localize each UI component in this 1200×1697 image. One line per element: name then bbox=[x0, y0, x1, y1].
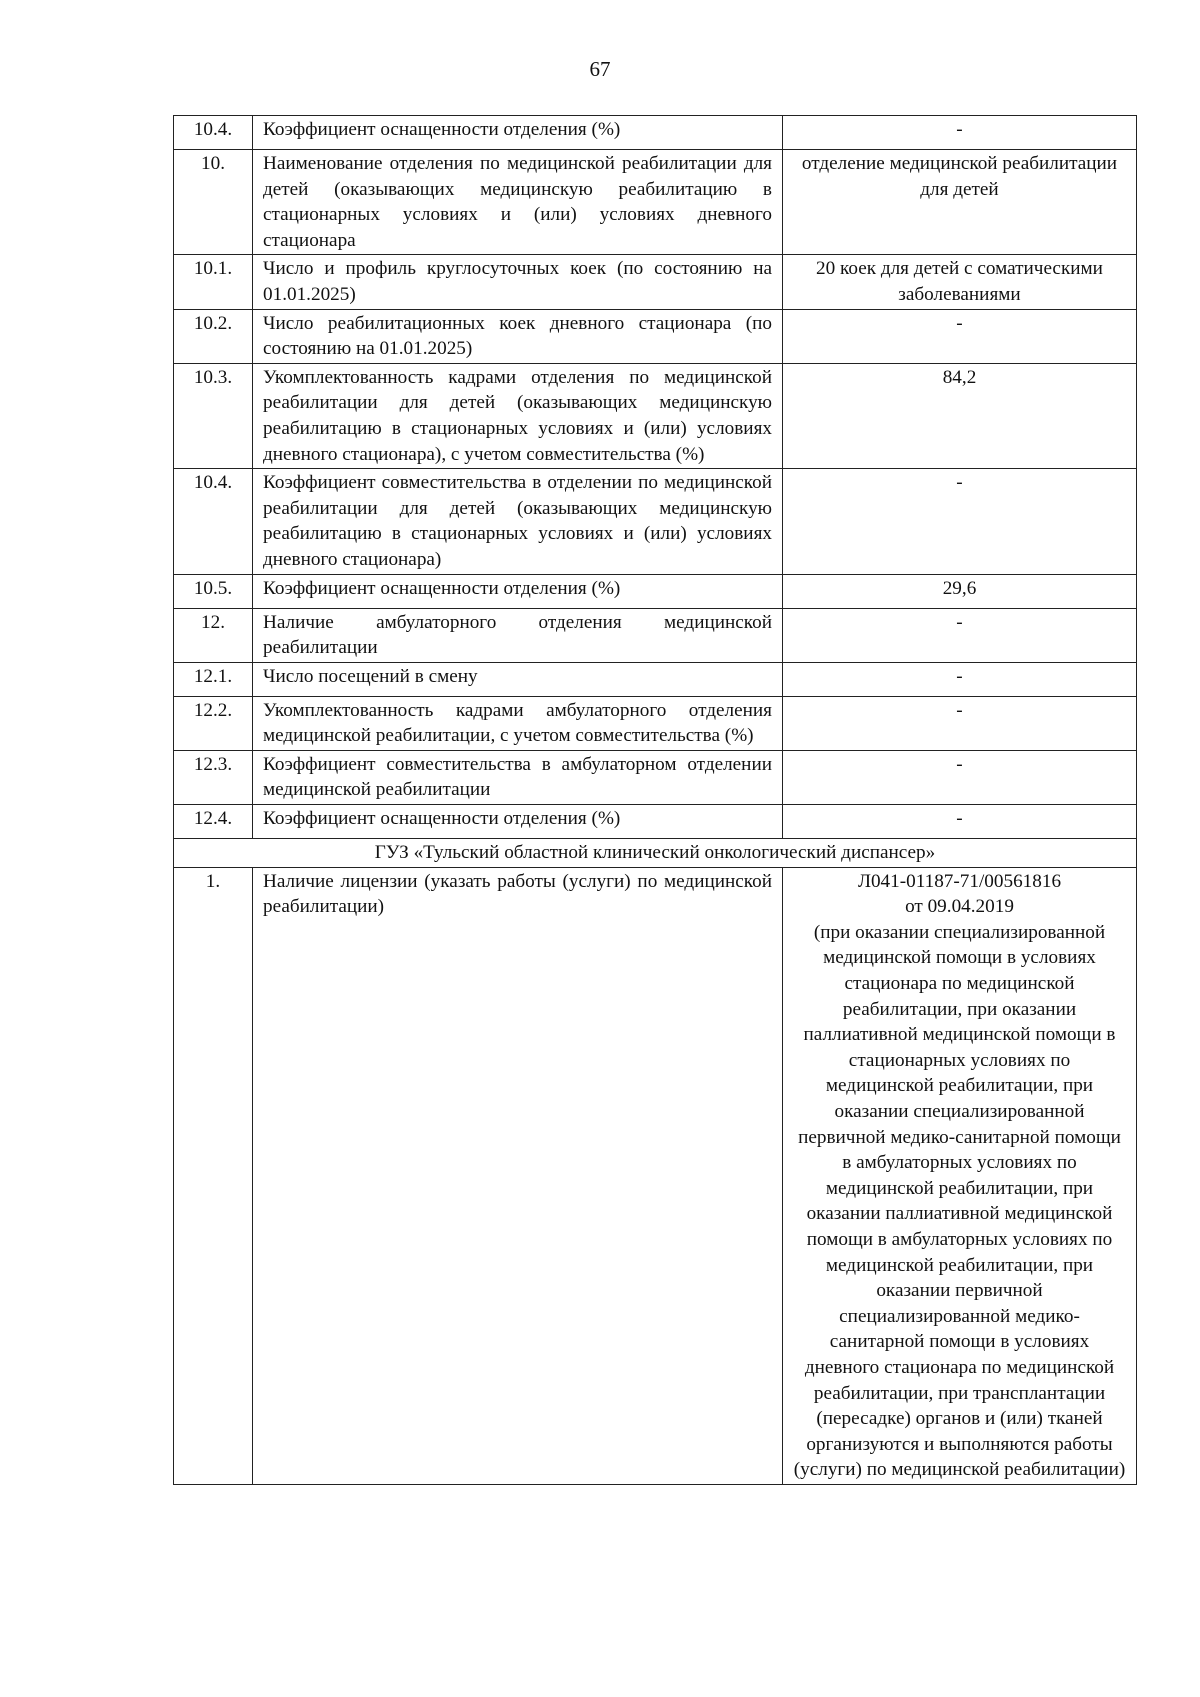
row-number: 10.5. bbox=[174, 574, 253, 608]
row-label: Наименование отделения по медицинской реабилитации для детей (оказывающих медицинскую реабилитацию в стационарных условиях и (или) условиях дневного стационара bbox=[253, 150, 783, 255]
row-label: Коэффициент совместительства в амбулаторном отделении медицинской реабилитации bbox=[253, 750, 783, 804]
table-row bbox=[174, 750, 1137, 804]
license-date: от 09.04.2019 bbox=[905, 896, 1014, 918]
table-row bbox=[174, 150, 1137, 255]
row-number: 12.2. bbox=[174, 696, 253, 750]
row-number: 10.3. bbox=[174, 363, 253, 468]
row-value: - bbox=[783, 662, 1137, 696]
license-number: Л041-01187-71/00561816 bbox=[857, 870, 1062, 892]
row-value: - bbox=[783, 805, 1137, 839]
table-row bbox=[174, 696, 1137, 750]
row-value: - bbox=[783, 608, 1137, 662]
table-row bbox=[174, 255, 1137, 309]
row-number: 10.4. bbox=[174, 469, 253, 574]
row-value: - bbox=[783, 696, 1137, 750]
page-number: 67 bbox=[589, 57, 611, 81]
table-row bbox=[174, 608, 1137, 662]
row-value: 84,2 bbox=[783, 363, 1137, 468]
table-row bbox=[174, 309, 1137, 363]
section-title: ГУЗ «Тульский областной клинический онкологический диспансер» bbox=[174, 839, 1137, 868]
row-label: Укомплектованность кадрами отделения по медицинской реабилитации для детей (оказывающих медицинскую реабилитацию в стационарных условиях и (или) условиях дневного стационара), с учетом совместительства (%) bbox=[253, 363, 783, 468]
row-value: - bbox=[783, 116, 1137, 150]
row-number: 1. bbox=[174, 867, 253, 1484]
row-label: Число и профиль круглосуточных коек (по состоянию на 01.01.2025) bbox=[253, 255, 783, 309]
table-row bbox=[174, 116, 1137, 150]
row-number: 12.3. bbox=[174, 750, 253, 804]
table-row bbox=[174, 363, 1137, 468]
row-label: Коэффициент оснащенности отделения (%) bbox=[253, 116, 783, 150]
row-label: Число реабилитационных коек дневного стационара (по состоянию на 01.01.2025) bbox=[253, 309, 783, 363]
row-number: 12.1. bbox=[174, 662, 253, 696]
row-value: - bbox=[783, 309, 1137, 363]
table-row bbox=[174, 662, 1137, 696]
row-number: 10.2. bbox=[174, 309, 253, 363]
rehabilitation-table bbox=[173, 115, 1137, 1485]
row-value: - bbox=[783, 750, 1137, 804]
license-value bbox=[783, 867, 1137, 1484]
row-value: отделение медицинской реабилитации для детей bbox=[783, 150, 1137, 255]
row-value: 20 коек для детей с соматическими заболеваниями bbox=[783, 255, 1137, 309]
row-value: 29,6 bbox=[783, 574, 1137, 608]
license-row bbox=[174, 867, 1137, 1484]
table-row bbox=[174, 574, 1137, 608]
row-label: Коэффициент оснащенности отделения (%) bbox=[253, 574, 783, 608]
row-label: Наличие лицензии (указать работы (услуги) по медицинской реабилитации) bbox=[253, 867, 783, 1484]
row-label: Укомплектованность кадрами амбулаторного отделения медицинской реабилитации, с учетом совместительства (%) bbox=[253, 696, 783, 750]
row-label: Коэффициент совместительства в отделении по медицинской реабилитации для детей (оказывающих медицинскую реабилитацию в стационарных условиях и (или) условиях дневного стационара) bbox=[253, 469, 783, 574]
row-value: - bbox=[783, 469, 1137, 574]
license-details: (при оказании специализированной медицинской помощи в условиях стационара по медицинской реабилитации, при оказании паллиативной медицинской помощи в стационарных условиях по медицинской реабилитации, при оказании специализированной первичной медико-санитарной помощи в амбулаторных условиях по медицинской реабилитации, при оказании паллиативной медицинской помощи в амбулаторных условиях по медицинской реабилитации, при оказании первичной специализированной медико-санитарной помощи в условиях дневного стационара по медицинской реабилитации, при трансплантации (пересадке) органов и (или) тканей организуются и выполняются работы (услуги) по медицинской реабилитации) bbox=[793, 921, 1126, 1481]
row-number: 10. bbox=[174, 150, 253, 255]
row-label: Число посещений в смену bbox=[253, 662, 783, 696]
row-number: 10.4. bbox=[174, 116, 253, 150]
row-number: 10.1. bbox=[174, 255, 253, 309]
table-row bbox=[174, 469, 1137, 574]
row-number: 12. bbox=[174, 608, 253, 662]
row-label: Коэффициент оснащенности отделения (%) bbox=[253, 805, 783, 839]
table-row bbox=[174, 805, 1137, 839]
section-header-row bbox=[174, 839, 1137, 868]
row-label: Наличие амбулаторного отделения медицинской реабилитации bbox=[253, 608, 783, 662]
row-number: 12.4. bbox=[174, 805, 253, 839]
